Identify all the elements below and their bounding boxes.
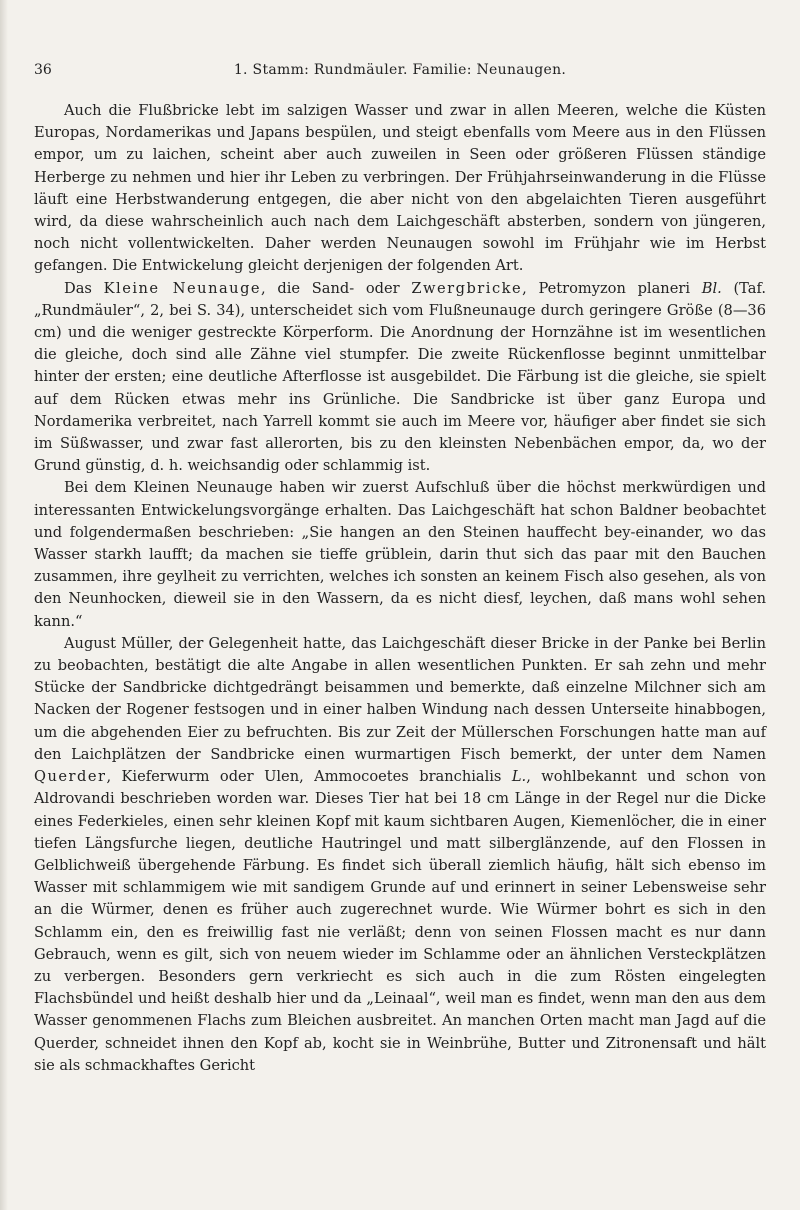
- page-number: 36: [34, 62, 52, 78]
- page-header: [34, 62, 766, 86]
- author-abbrev: Bl.: [701, 279, 722, 297]
- paragraph-4-body: , wohlbekannt und schon von Aldrovandi beschrieben worden war. Dieses Tier hat bei 18 cm Länge in der Regel nur die Dicke eines Federkieles, einen sehr kleinen Kopf mit kaum sichtbaren Augen, Kiemenlöcher, die in einer tiefen Längsfurche liegen, deutliche Hautringel und matt silberglänzende, auf den Flossen in Gelblichweiß übergehende Färbung. Es findet sich überall ziemlich häufig, hält sich ebenso im Wasser mit schlammigem wie mit sandigem Grunde auf und erinnert in seiner Lebensweise sehr an die Würmer, denen es früher auch zugerechnet wurde. Wie Würmer bohrt es sich in den Schlamm ein, den es freiwillig fast nie verläßt; denn von seinen Flossen macht es nur dann Gebrauch, wenn es gilt, sich von neuem wieder im Schlamme oder an ähnlichen Versteckplätzen zu verbergen. Besonders gern verkriecht es sich auch in die zum Rösten eingelegten Flachsbündel und heißt deshalb hier und da „Leinaal“, weil man es findet, wenn man den aus dem Wasser genommenen Flachs zum Bleichen ausbreitet. An manchen Orten macht man Jagd auf die Querder, schneidet ihnen den Kopf ab, kocht sie in Weinbrühe, Butter und Zitronensaft und hält sie als schmackhaftes Gericht: [34, 768, 766, 1074]
- running-title: 1. Stamm: Rundmäuler. Familie: Neunaugen.: [233, 62, 567, 78]
- author-abbrev-linne: L.: [511, 768, 527, 786]
- paragraph-4-mid: , Kieferwurm oder Ulen, Ammocoetes branchialis: [106, 768, 512, 786]
- paragraph-4: [34, 633, 766, 1077]
- scientific-name: , Petromyzon planeri: [522, 279, 702, 297]
- paragraph-3: [34, 477, 766, 632]
- species-name-zwergbricke: Zwergbricke: [411, 279, 523, 297]
- species-name-kleines-neunauge: Kleine Neunauge: [103, 279, 262, 297]
- paragraph-2-lead: Das: [64, 279, 104, 297]
- body-text: [34, 100, 766, 1077]
- paragraph-2: [34, 278, 766, 478]
- paragraph-2-mid: , die Sand- oder: [261, 279, 412, 297]
- term-querder: Querder: [34, 768, 107, 786]
- paragraph-1-text: Auch die Flußbricke lebt im salzigen Wasser und zwar in allen Meeren, welche die Küsten Europas, Nordamerikas und Japans bespülen, und steigt ebenfalls vom Meere aus in den Flüssen empor, um zu laichen, scheint aber auch zuweilen in Seen oder größeren Flüssen ständige Herberge zu nehmen und hier ihr Leben zu verbringen. Der Frühjahrseinwanderung in die Flüsse läuft eine Herbstwanderung entgegen, die aber nicht von den abgelaichten Tieren ausgeführt wird, da diese wahrscheinlich auch nach dem Laichgeschäft absterben, sondern von jüngeren, noch nicht vollentwickelten. Daher werden Neunaugen sowohl im Frühjahr wie im Herbst gefangen. Die Entwickelung gleicht derjenigen der folgenden Art.: [34, 102, 766, 275]
- page-gutter-shadow: [0, 0, 8, 1210]
- paragraph-1: [34, 100, 766, 278]
- paragraph-3-text: Bei dem Kleinen Neunauge haben wir zuerst Aufschluß über die höchst merkwürdigen und interessanten Entwickelungsvorgänge erhalten. Das Laichgeschäft hat schon Baldner beobachtet und folgendermaßen beschrieben: „Sie hangen an den Steinen hauffecht bey-einander, wo das Wasser starkh laufft; da machen sie tieffe grüblein, darin thut sich das paar mit den Bauchen zusammen, ihre geylheit zu verrichten, welches ich sonsten an keinem Fisch also gesehen, als von den Neunhocken, dieweil sie in den Wassern, da es nicht diesf, leychen, daß mans wohl sehen kann.“: [34, 479, 766, 630]
- paragraph-4-lead: August Müller, der Gelegenheit hatte, das Laichgeschäft dieser Bricke in der Panke bei Berlin zu beobachten, bestätigt die alte Angabe in allen wesentlichen Punkten. Er sah zehn und mehr Stücke der Sandbricke dichtgedrängt beisammen und bemerkte, daß einzelne Milchner sich am Nacken der Rogener festsogen und in einer halben Windung nach dessen Unterseite hinabbogen, um die abgehenden Eier zu befruchten. Bis zur Zeit der Müllerschen Forschungen hatte man auf den Laichplätzen der Sandbricke einen wurmartigen Fisch bemerkt, der unter dem Namen: [34, 634, 766, 763]
- paragraph-2-body: (Taf. „Rundmäuler“, 2, bei S. 34), unterscheidet sich vom Flußneunauge durch geringere Größe (8—36 cm) und die weniger gestreckte Körperform. Die Anordnung der Hornzähne ist im wesentlichen die gleiche, doch sind alle Zähne viel stumpfer. Die zweite Rückenflosse beginnt unmittelbar hinter der ersten; eine deutliche Afterflosse ist ausgebildet. Die Färbung ist die gleiche, sie spielt auf dem Rücken etwas mehr ins Grünliche. Die Sandbricke ist über ganz Europa und Nordamerika verbreitet, nach Yarrell kommt sie auch im Meere vor, häufiger aber findet sie sich im Süßwasser, und zwar fast allerorten, bis zu den kleinsten Nebenbächen empor, da, wo der Grund günstig, d. h. weichsandig oder schlammig ist.: [34, 279, 766, 475]
